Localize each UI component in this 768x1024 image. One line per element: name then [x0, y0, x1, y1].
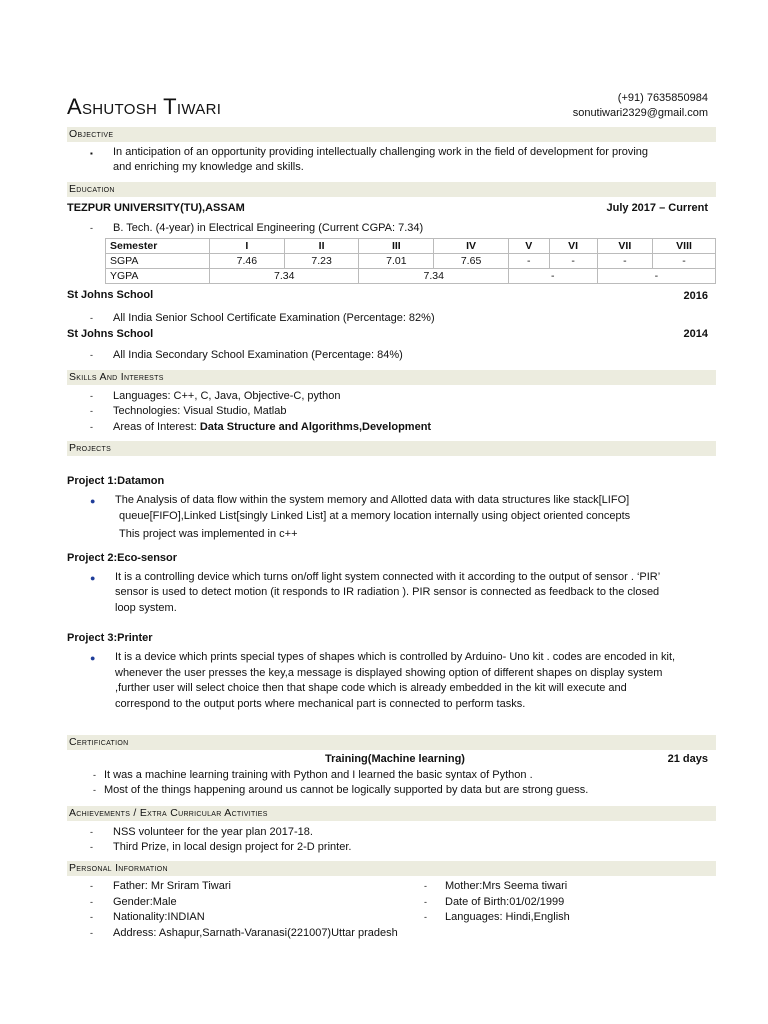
project-3-line-3: ,further user will select choice then that shape code which is already embedded in the kit will execute and [115, 682, 627, 694]
personal-address: Address: Ashapur,Sarnath-Varanasi(221007)Uttar pradesh [113, 927, 398, 939]
certification-duration: 21 days [667, 753, 708, 765]
table-row [106, 239, 716, 254]
personal-mother: Mother:Mrs Seema tiwari [445, 880, 568, 892]
table-cell: 7.34 [359, 269, 508, 284]
email-address: sonutiwari2329@gmail.com [572, 107, 708, 119]
objective-line-2: and enriching my knowledge and skills. [113, 161, 304, 173]
project-1-line-2: queue[FIFO],Linked List[singly Linked List] at a memory location internally using object oriented concepts [119, 510, 631, 522]
project-2-line-1: It is a controlling device which turns on/off light system connected with it according to the output of sensor . ‘PIR’ [115, 571, 661, 583]
dash-bullet-icon: - [90, 881, 93, 891]
project-2-line-3: loop system. [115, 602, 177, 614]
project-1-line-3: This project was implemented in c++ [119, 528, 298, 540]
table-cell: - [597, 254, 652, 269]
personal-languages: Languages: Hindi,English [445, 911, 570, 923]
project-title-1: Project 1:Datamon [67, 475, 165, 487]
candidate-name: Ashutosh Tiwari [67, 94, 222, 119]
personal-father: Father: Mr Sriram Tiwari [113, 880, 231, 892]
school-detail-1: All India Senior School Certificate Examination (Percentage: 82%) [113, 312, 435, 324]
dash-bullet-icon: - [90, 223, 93, 233]
project-2-line-2: sensor is used to detect motion (it responds to IR radiation ). PIR sensor is connected as feedback to the closed [115, 586, 660, 598]
bullet-icon: ● [90, 653, 96, 663]
table-cell: I [210, 239, 285, 254]
project-3-line-1: It is a device which prints special types of shapes which is controlled by Arduino- Uno kit . codes are encoded in kit, [115, 651, 676, 663]
certification-title: Training(Machine learning) [325, 753, 465, 765]
achievement-item-1: NSS volunteer for the year plan 2017-18. [113, 826, 313, 838]
dash-bullet-icon: - [90, 350, 93, 360]
phone-number: (+91) 7635850984 [617, 92, 708, 104]
interest-value: Data Structure and Algorithms,Development [199, 421, 432, 433]
school-detail-2: All India Secondary School Examination (Percentage: 84%) [113, 349, 403, 361]
project-title-2: Project 2:Eco-sensor [67, 552, 178, 564]
achievement-item-2: Third Prize, in local design project for 2-D printer. [113, 841, 352, 853]
dash-bullet-icon: - [90, 406, 93, 416]
degree-detail: B. Tech. (4-year) in Electrical Engineering (Current CGPA: 7.34) [113, 222, 424, 234]
objective-line-1: In anticipation of an opportunity providing intellectually challenging work in the field of development for proving [113, 146, 649, 158]
project-3-line-2: whenever the user presses the key,a message is displayed showing option of different shapes on display system [115, 667, 663, 679]
personal-dob: Date of Birth:01/02/1999 [445, 896, 565, 908]
table-cell: SGPA [106, 254, 210, 269]
dash-bullet-icon: - [90, 897, 93, 907]
project-title-3: Project 3:Printer [67, 632, 153, 644]
dash-bullet-icon: - [90, 842, 93, 852]
school-year-2: 2014 [683, 328, 708, 340]
table-cell: II [284, 239, 359, 254]
section-heading-skills: Skills And Interests [67, 370, 716, 385]
certification-line-1: It was a machine learning training with Python and I learned the basic syntax of Python . [104, 769, 533, 781]
university-name: TEZPUR UNIVERSITY(TU),ASSAM [67, 202, 245, 214]
personal-nationality: Nationality:INDIAN [113, 911, 205, 923]
table-cell: 7.46 [210, 254, 285, 269]
section-heading-education: Education [67, 182, 716, 197]
skills-languages: Languages: C++, C, Java, Objective-C, python [113, 390, 341, 402]
table-row [106, 254, 716, 269]
table-cell: VII [597, 239, 652, 254]
grades-table [105, 238, 716, 284]
personal-gender: Gender:Male [113, 896, 177, 908]
contact-block [573, 91, 708, 121]
dash-bullet-icon: - [424, 881, 427, 891]
school-year-1: 2016 [683, 290, 708, 302]
certification-line-2: Most of the things happening around us cannot be logically supported by data but are strong guess. [104, 784, 589, 796]
table-cell: - [653, 254, 716, 269]
section-heading-achievements: Achievements / Extra Curricular Activities [67, 806, 716, 821]
table-cell: - [508, 254, 549, 269]
dash-bullet-icon: - [93, 785, 96, 795]
bullet-icon: ▪ [90, 149, 93, 158]
table-cell: - [508, 269, 597, 284]
table-cell: Semester [106, 239, 210, 254]
table-cell: 7.23 [284, 254, 359, 269]
table-cell: V [508, 239, 549, 254]
table-cell: III [359, 239, 434, 254]
table-cell: VI [549, 239, 597, 254]
university-dates: July 2017 – Current [606, 202, 708, 214]
table-cell: - [597, 269, 715, 284]
table-cell: 7.34 [210, 269, 359, 284]
table-cell: 7.01 [359, 254, 434, 269]
table-row [106, 269, 716, 284]
project-1-line-1: The Analysis of data flow within the system memory and Allotted data with data structures like stack[LIFO] [115, 494, 630, 506]
dash-bullet-icon: - [90, 928, 93, 938]
dash-bullet-icon: - [424, 912, 427, 922]
section-heading-projects: Projects [67, 441, 716, 456]
table-cell: VIII [653, 239, 716, 254]
project-3-line-4: correspond to the output ports where mechanical part is connected to perform tasks. [115, 698, 526, 710]
table-cell: - [549, 254, 597, 269]
school-name-1: St Johns School [67, 289, 154, 301]
skills-interests [113, 420, 431, 435]
section-heading-personal: Personal Information [67, 861, 716, 876]
section-heading-objective: Objective [67, 127, 716, 142]
table-cell: YGPA [106, 269, 210, 284]
dash-bullet-icon: - [424, 897, 427, 907]
table-cell: 7.65 [434, 254, 509, 269]
dash-bullet-icon: - [90, 422, 93, 432]
dash-bullet-icon: - [90, 391, 93, 401]
section-heading-certification: Certification [67, 735, 716, 750]
skills-technologies: Technologies: Visual Studio, Matlab [113, 405, 287, 417]
dash-bullet-icon: - [90, 313, 93, 323]
dash-bullet-icon: - [93, 770, 96, 780]
interest-prefix: Areas of Interest: [113, 421, 200, 433]
dash-bullet-icon: - [90, 827, 93, 837]
school-name-2: St Johns School [67, 328, 154, 340]
bullet-icon: ● [90, 496, 96, 506]
dash-bullet-icon: - [90, 912, 93, 922]
bullet-icon: ● [90, 573, 96, 583]
table-cell: IV [434, 239, 509, 254]
